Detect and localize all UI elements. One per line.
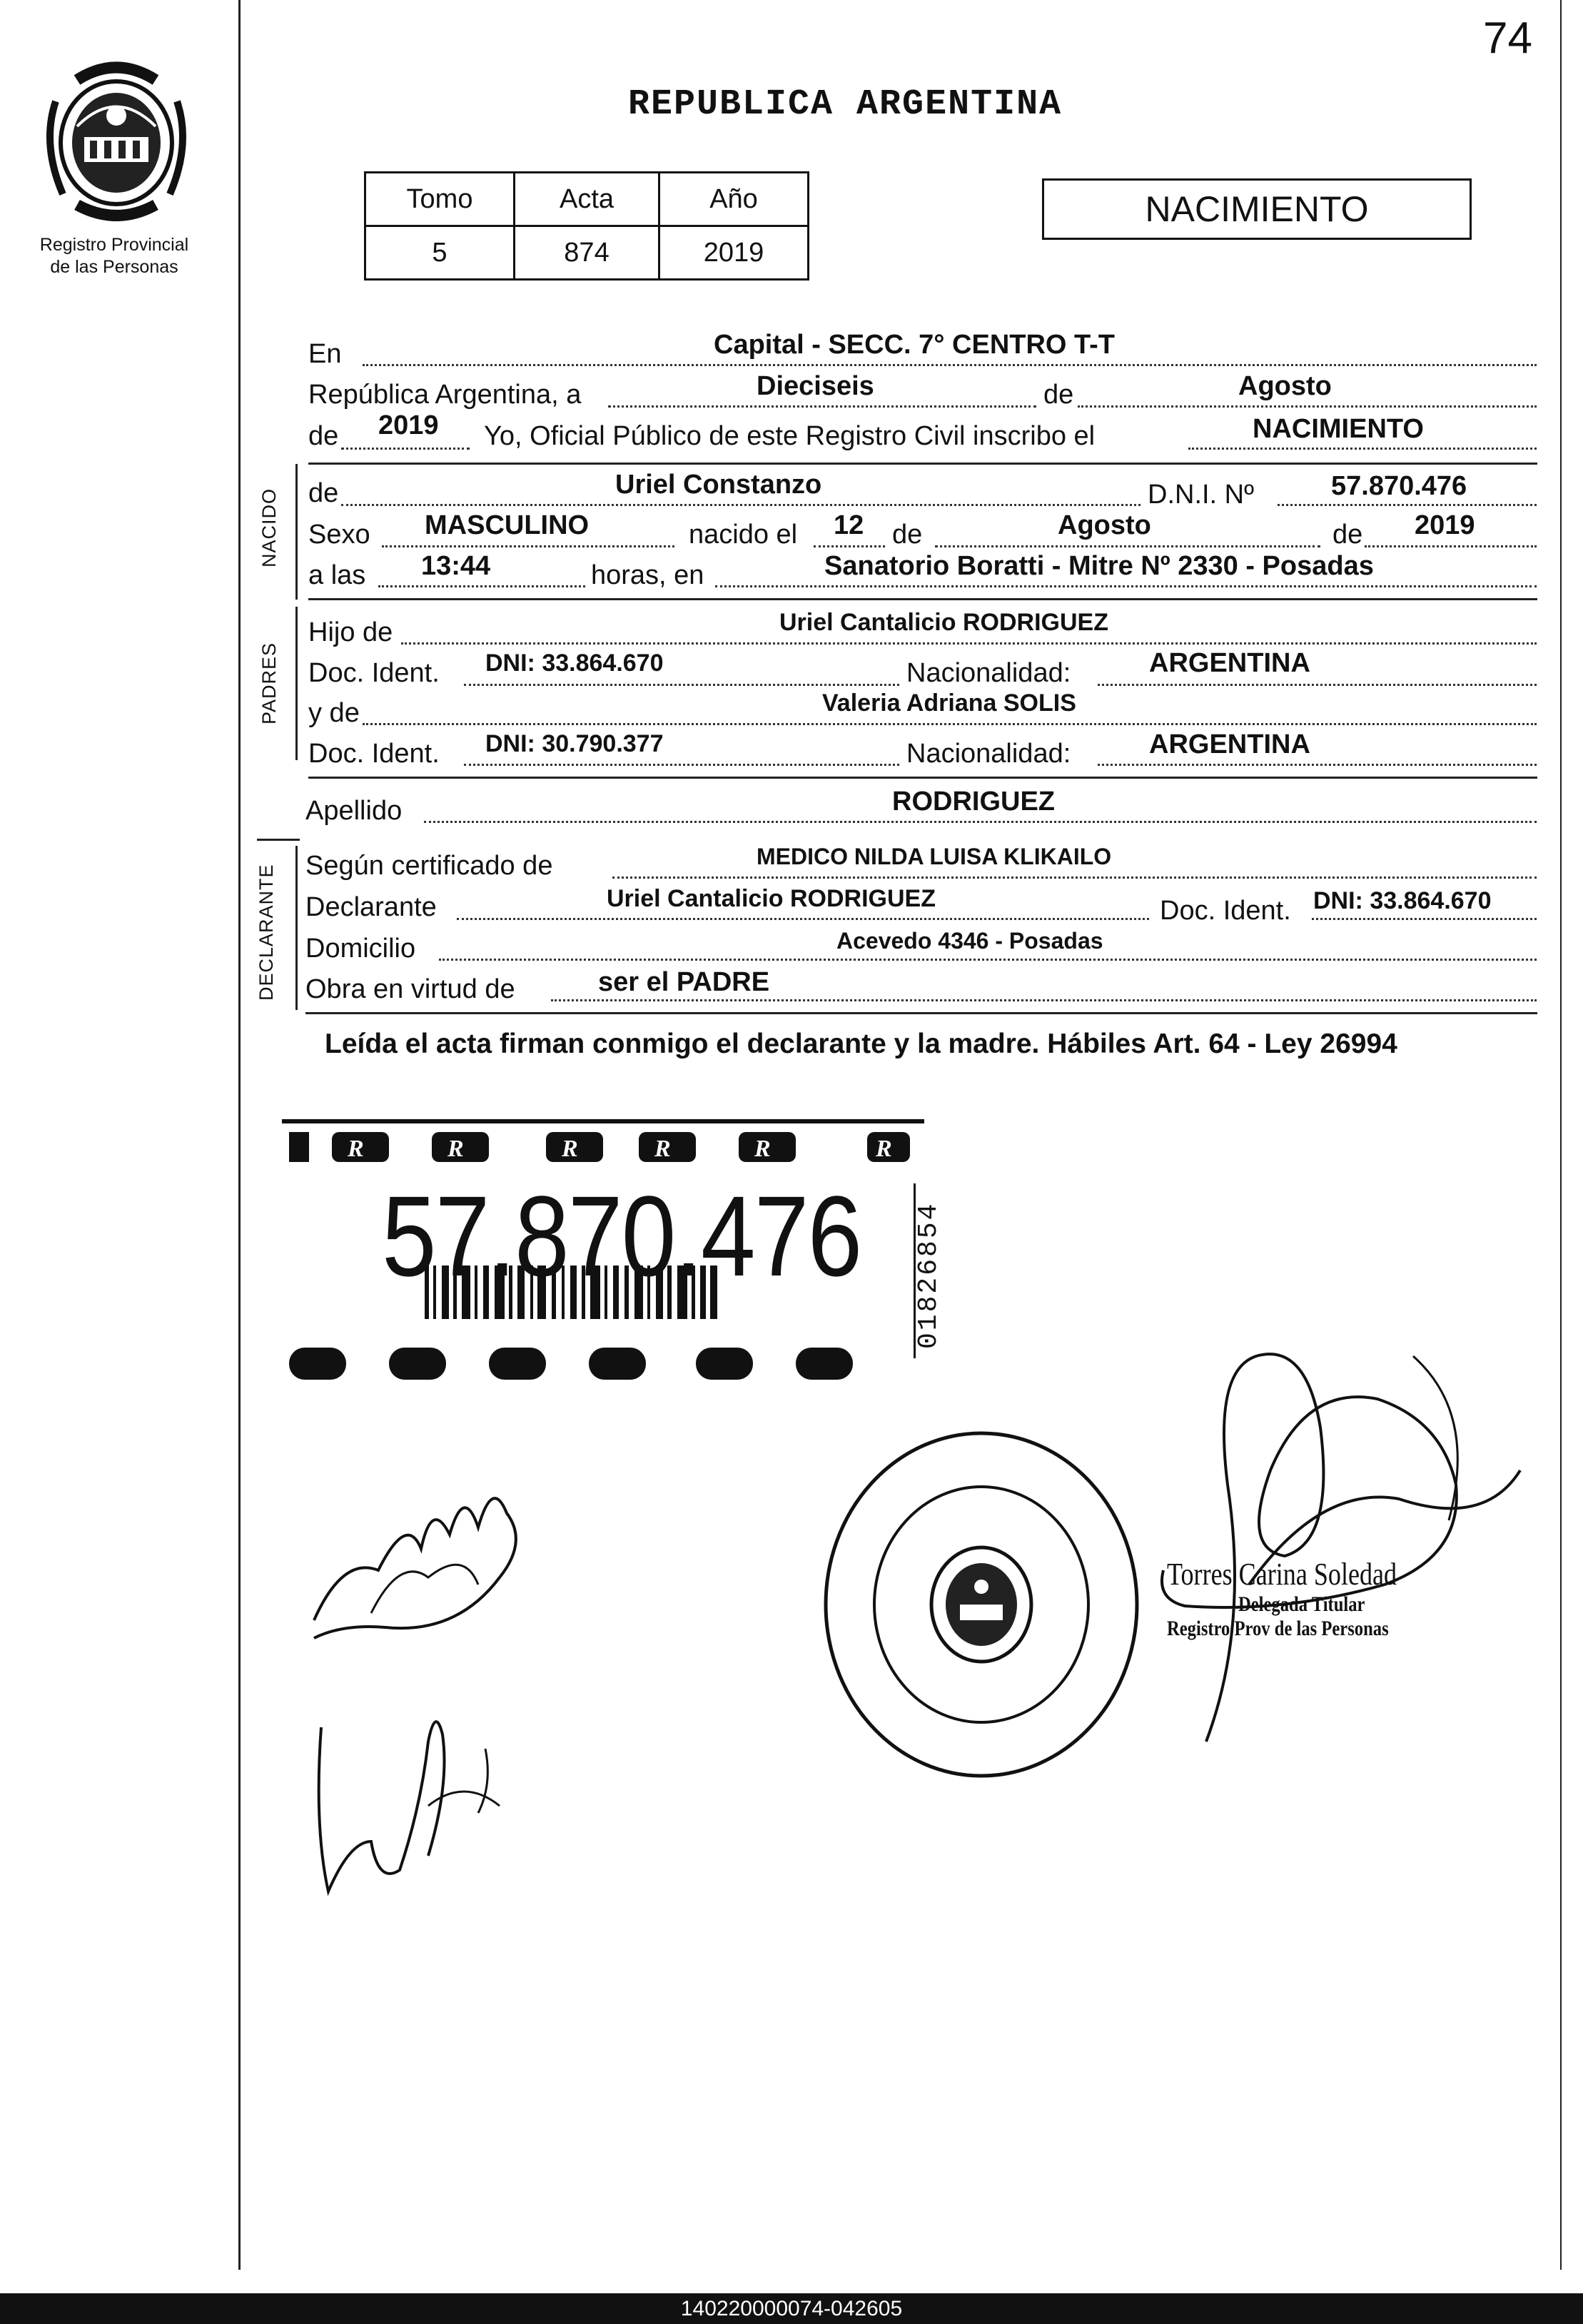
dotted-line [382,545,674,547]
legal-statement: Leída el acta firman conmigo el declarante y la madre. Hábiles Art. 64 - Ley 26994 [325,1029,1397,1059]
value-padre-nac: ARGENTINA [1149,648,1310,678]
side-label-padres: PADRES [258,642,280,724]
dotted-line [1312,918,1537,920]
province-coat-of-arms-logo [34,59,198,221]
value-madre: Valeria Adriana SOLIS [822,689,1076,717]
label-de-anio2: de [1332,520,1363,550]
dotted-line [814,545,885,547]
logo-caption-line2: de las Personas [50,257,178,277]
dotted-line [715,585,1537,587]
label-doc-ident3: Doc. Ident. [1160,896,1291,926]
act-type-box: NACIMIENTO [1042,178,1472,240]
logo-caption [0,234,228,278]
value-mes-nac: Agosto [1058,510,1151,540]
section-bracket [295,607,298,760]
value-dia: Dieciseis [757,371,874,401]
value-lugar: Capital - SECC. 7° CENTRO T-T [714,330,1116,360]
label-sexo: Sexo [308,520,370,550]
label-de-mes: de [1043,380,1074,410]
dotted-line [401,642,1537,645]
official-name: Torres Carina Soledad [1167,1557,1397,1592]
label-declarante: Declarante [305,892,437,922]
dotted-line [464,684,899,686]
label-de-nombre: de [308,478,339,508]
dotted-line [363,723,1537,725]
declarant-signature [300,1470,542,1656]
label-horas-en: horas, en [591,560,704,590]
label-segun-cert: Según certificado de [305,851,553,881]
label-a-las: a las [308,560,366,590]
svg-text:R: R [876,1136,892,1162]
registry-value-acta: 874 [515,226,659,280]
svg-text:R: R [348,1136,364,1162]
svg-text:R: R [562,1136,578,1162]
margin-rule [238,0,241,2270]
value-padre: Uriel Cantalicio RODRIGUEZ [779,609,1108,636]
label-republica: República Argentina, a [308,380,582,410]
value-padre-doc: DNI: 33.864.670 [485,650,664,677]
dotted-line [378,585,585,587]
label-de-anio: de [308,421,339,451]
official-signature [1142,1342,1542,1749]
dotted-line [1078,405,1537,408]
section-rule [308,777,1537,779]
dotted-line [612,876,1537,879]
official-office: Registro Prov de las Personas [1167,1617,1389,1640]
side-label-declarante: DECLARANTE [256,864,277,1001]
section-bracket [295,846,298,1010]
value-declarante: Uriel Cantalicio RODRIGUEZ [607,885,936,912]
registry-table [364,171,809,281]
section-rule [308,463,1537,465]
value-anio: 2019 [378,410,439,440]
dotted-line [608,405,1036,408]
registry-value-tomo: 5 [365,226,515,280]
dotted-line [935,545,1320,547]
logo-caption-line1: Registro Provincial [39,235,189,255]
sticker-control-number: 01826854 [914,1201,944,1349]
document-title: REPUBLICA ARGENTINA [628,84,1063,125]
sticker-number: 57.870.476 [382,1172,861,1300]
section-rule [308,598,1537,600]
side-label-nacido: NACIDO [258,487,280,567]
dotted-line [1188,448,1537,450]
mother-signature [307,1699,521,1906]
value-declarante-doc: DNI: 33.864.670 [1313,887,1492,914]
value-anio-nac: 2019 [1415,510,1475,540]
value-apellido: RODRIGUEZ [892,787,1055,817]
value-sexo: MASCULINO [425,510,590,540]
value-lugar-nac: Sanatorio Boratti - Mitre Nº 2330 - Posadas [824,551,1374,581]
label-doc-ident1: Doc. Ident. [308,658,440,688]
registry-header-acta: Acta [515,173,659,226]
label-obra: Obra en virtud de [305,974,515,1004]
label-y-de: y de [308,698,360,728]
value-hora: 13:44 [421,551,491,581]
value-madre-nac: ARGENTINA [1149,729,1310,759]
footer-document-code: 140220000074-042605 [0,2293,1583,2324]
svg-text:R: R [447,1136,464,1162]
label-dni: D.N.I. Nº [1148,480,1254,510]
dotted-line [457,918,1149,920]
label-apellido: Apellido [305,796,403,826]
value-obra: ser el PADRE [598,967,770,997]
value-dni: 57.870.476 [1331,471,1467,501]
dotted-line [1098,684,1537,686]
svg-text:R: R [754,1136,771,1162]
svg-text:R: R [654,1136,671,1162]
page-number: 74 [1483,14,1532,63]
value-domicilio: Acevedo 4346 - Posadas [836,928,1103,954]
registry-value-anio: 2019 [659,226,809,280]
official-signature-block [1167,1556,1447,1641]
dotted-line [341,504,1141,506]
label-oficial: Yo, Oficial Público de este Registro Civil inscribo el [484,421,1096,451]
dotted-line [464,764,899,766]
value-certificado: MEDICO NILDA LUISA KLIKAILO [757,844,1112,869]
dotted-line [551,999,1537,1001]
value-nombre: Uriel Constanzo [615,470,822,500]
dotted-line [424,821,1537,823]
registry-header-tomo: Tomo [365,173,515,226]
label-domicilio: Domicilio [305,934,416,964]
dotted-line [1278,504,1537,506]
label-nacido-el: nacido el [689,520,798,550]
label-nacionalidad2: Nacionalidad: [906,739,1071,769]
section-rule [305,1012,1537,1014]
right-rule [1560,0,1562,2270]
dotted-line [341,448,470,450]
registry-header-anio: Año [659,173,809,226]
section-rule [257,839,300,841]
official-seal-stamp [817,1426,1145,1783]
dotted-line [1365,545,1537,547]
label-doc-ident2: Doc. Ident. [308,739,440,769]
label-nacionalidad1: Nacionalidad: [906,658,1071,688]
label-en: En [308,339,342,369]
dotted-line [439,959,1537,961]
dotted-line [363,364,1537,366]
label-de-mes2: de [892,520,923,550]
official-role: Delegada Titular [1238,1592,1365,1616]
value-madre-doc: DNI: 30.790.377 [485,730,664,757]
value-mes: Agosto [1238,371,1332,401]
dotted-line [1098,764,1537,766]
value-acto: NACIMIENTO [1253,414,1424,444]
section-bracket [295,464,298,600]
label-hijo-de: Hijo de [308,617,393,647]
value-dia-nac: 12 [834,510,864,540]
